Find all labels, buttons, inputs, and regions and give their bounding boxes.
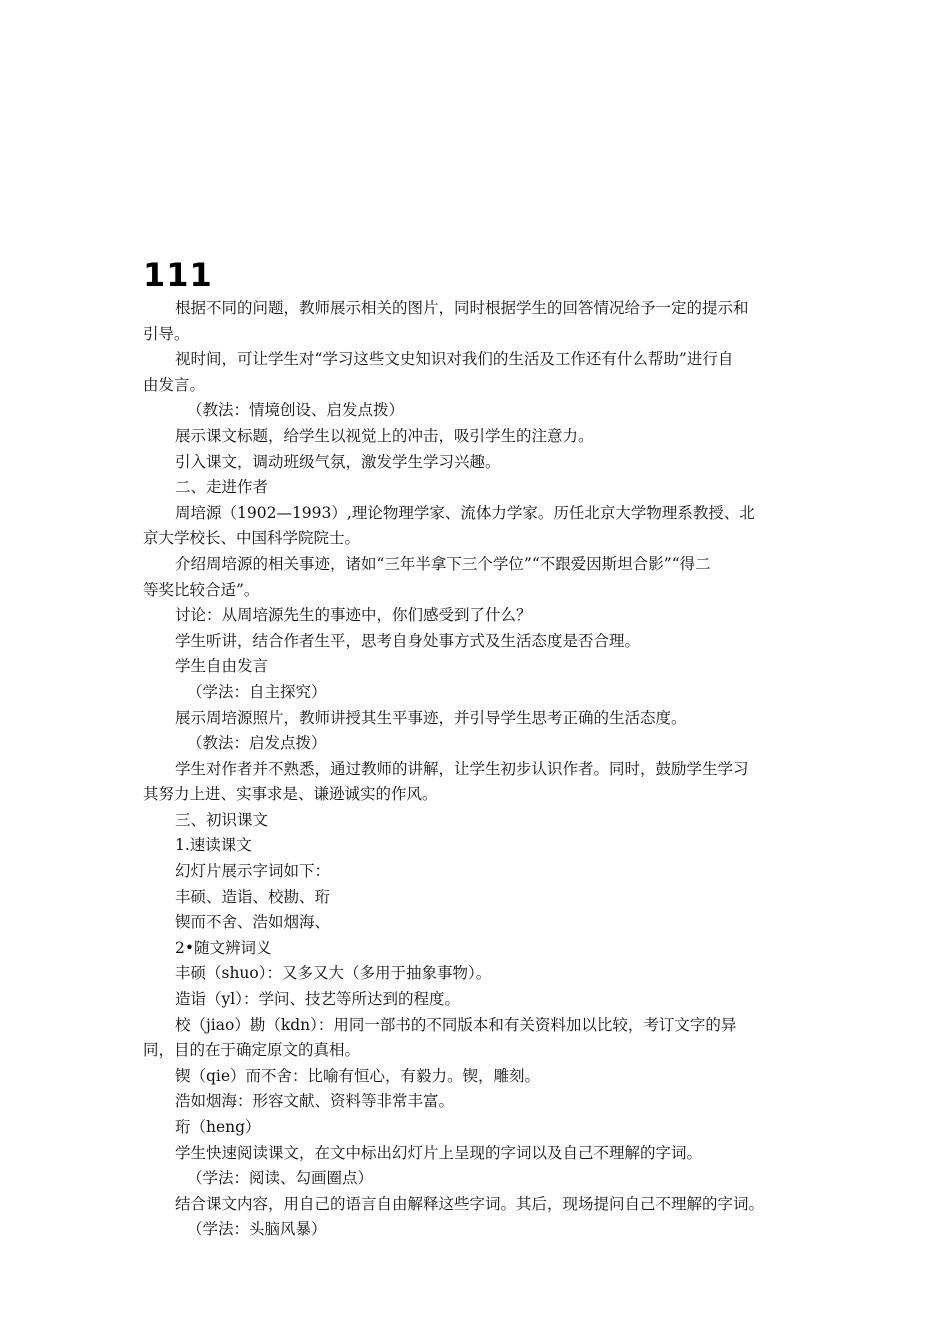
text-line: 珩（heng） [175, 1118, 261, 1136]
text-line: 幻灯片展示字词如下： [175, 862, 331, 881]
text-line: 三、初识课文 [175, 810, 269, 829]
text-line: 展示周培源照片，教师讲授其生平事迹，并引导学生思考正确的生活态度。 [175, 708, 687, 727]
text-line: 视时间，可让学生对“学习这些文史知识对我们的生活及工作还有什么帮助”进行自 [175, 350, 734, 369]
text-line: （学法：阅读、勾画圈点） [187, 1169, 374, 1188]
text-line: 结合课文内容，用自己的语言自由解释这些字词。其后，现场提问自己不理解的字词。 [175, 1194, 765, 1213]
text-line: 锲而不舍、浩如烟海、 [175, 913, 331, 932]
text-line: 校（jiao）勘（kdn）：用同一部书的不同版本和有关资料加以比较，考订文字的异 [175, 1015, 737, 1034]
text-line: 根据不同的问题，教师展示相关的图片，同时根据学生的回答情况给予一定的提示和 [175, 299, 749, 317]
text-line: 周培源（1902—1993）,理论物理学家、流体力学家。历任北京大学物理系教授、北 [175, 503, 755, 522]
text-line: 丰硕（shuo）：又多又大（多用于抽象事物）。 [175, 964, 492, 983]
text-line: 学生快速阅读课文，在文中标出幻灯片上呈现的字词以及自己不理解的字词。 [175, 1143, 703, 1162]
text-line: 同，目的在于确定原文的真相。 [143, 1041, 361, 1060]
text-line: 锲（qie）而不舍：比喻有恒心，有毅力。锲，雕刻。 [175, 1066, 541, 1085]
text-line: 造诣（yl）：学问、技艺等所达到的程度。 [175, 990, 460, 1009]
text-line: （学法：自主探究） [187, 682, 327, 701]
text-line: 引入课文，调动班级气氛，激发学生学习兴趣。 [175, 452, 501, 471]
text-line: （教法：启发点拨） [187, 734, 327, 753]
text-line: 浩如烟海：形容文献、资料等非常丰富。 [175, 1092, 455, 1111]
text-line: 由发言。 [143, 375, 206, 394]
document-body [143, 296, 823, 1243]
text-line: 介绍周培源的相关事迹，诸如“三年半拿下三个学位”“不跟爱因斯坦合影”“得二 [175, 554, 711, 573]
text-line: 2•随文辨词义 [175, 938, 272, 957]
page-heading: 111 [143, 256, 213, 294]
text-line: 二、走进作者 [175, 478, 269, 497]
text-line: 丰硕、造诣、校勘、珩 [175, 887, 331, 906]
text-line: 等奖比较合适”。 [143, 580, 260, 599]
text-line: 讨论：从周培源先生的事迹中，你们感受到了什么？ [175, 606, 532, 625]
text-line: 展示课文标题，给学生以视觉上的冲击，吸引学生的注意力。 [175, 426, 594, 445]
text-line: 京大学校长、中国科学院院士。 [143, 529, 361, 548]
text-line: （教法：情境创设、启发点拨） [187, 401, 405, 420]
text-line: 引导。 [143, 324, 190, 343]
text-line: 学生自由发言 [175, 657, 269, 676]
text-line: 其努力上进、实事求是、谦逊诚实的作风。 [143, 785, 438, 804]
text-line: 学生听讲，结合作者生平，思考自身处事方式及生活态度是否合理。 [175, 631, 641, 650]
text-line: 1.速读课文 [175, 836, 252, 855]
text-line: （学法：头脑风暴） [187, 1220, 327, 1239]
text-line: 学生对作者并不熟悉，通过教师的讲解，让学生初步认识作者。同时，鼓励学生学习 [175, 759, 749, 778]
